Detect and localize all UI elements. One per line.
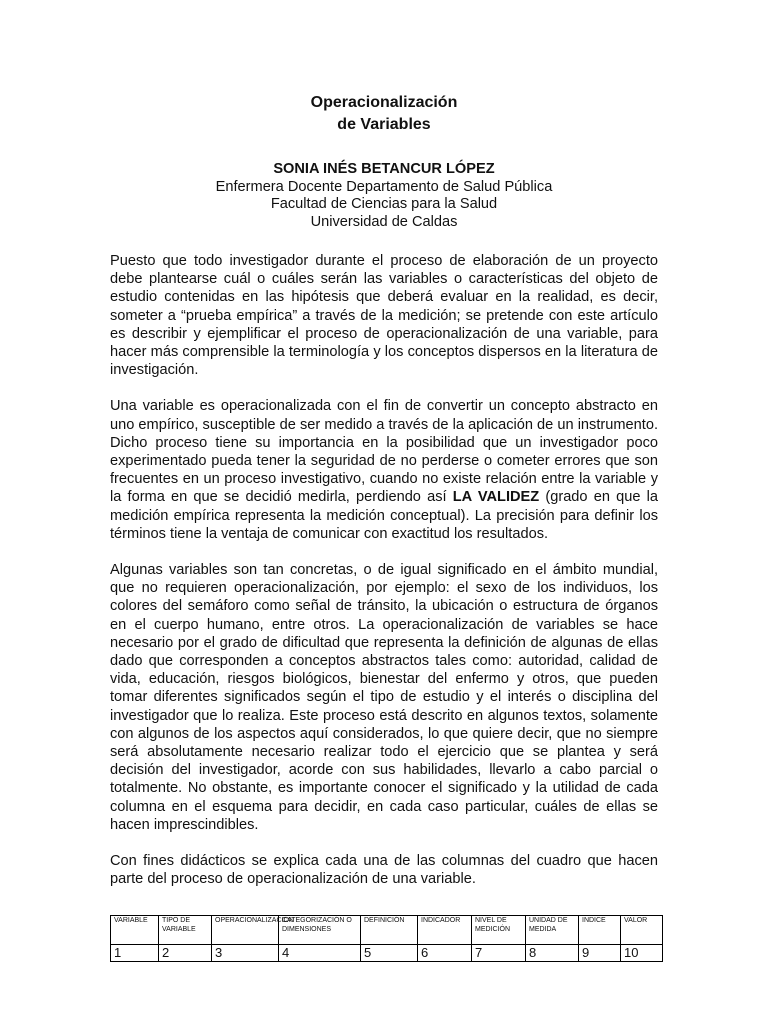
title-line-2: de Variables <box>337 116 431 133</box>
table-header-cell: VALOR <box>621 916 663 945</box>
table-cell: 6 <box>418 945 472 962</box>
author-block <box>110 161 658 231</box>
table-cell: 7 <box>472 945 526 962</box>
table-cell: 1 <box>111 945 159 962</box>
paragraph-text: Una variable es operacionalizada con el fin de convertir un concepto abstracto en uno empírico, susceptible de ser medido a través de la aplicación de un instrumento. Dicho proceso tiene su importancia en la posibilidad que un investigador poco experimentado pueda tener la seguridad de no perderse o cometer errores que son frecuentes en un proceso investigativo, cuando no existe relación entre la variable y la forma en que se decidió medirla, perdiendo así <box>110 398 658 506</box>
author-name: SONIA INÉS BETANCUR LÓPEZ <box>273 161 495 177</box>
table-cell: 2 <box>159 945 212 962</box>
table-header-cell: CATEGORIZACIÓN O DIMENSIONES <box>279 916 361 945</box>
table-header-cell: TIPO DE VARIABLE <box>159 916 212 945</box>
affiliation-line: Universidad de Caldas <box>310 213 458 230</box>
table-cell: 10 <box>621 945 663 962</box>
title-line-1: Operacionalización <box>310 94 458 111</box>
paragraph-intro: Puesto que todo investigador durante el proceso de elaboración de un proyecto debe plantearse cuál o cuáles serán las variables o características del objeto de estudio contenidas en las hipótesis que deberá evaluar en la realidad, es decir, someter a “prueba empírica” a través de la medición; se pretende con este artículo es describir y ejemplificar el proceso de operacionalización de una variable, para hacer más comprensible la terminología y los conceptos dispersos en la literatura de investigación. <box>110 253 658 379</box>
paragraph-concrete-variables: Algunas variables son tan concretas, o de igual significado en el ámbito mundial, que no requieren operacionalización, por ejemplo: el sexo de los individuos, los colores del semáforo como señal de tránsito, la ubicación o estructura de órganos en el cuerpo humano, entre otros. La operacionalización de variables se hace necesario por el grado de dificultad que representa la definición de algunas de ellas dado que corresponden a conceptos abstractos tales como: autoridad, calidad de vida, educación, riesgos biológicos, bienestar del enfermo y otros, que pueden tomar diferentes significados según el tipo de estudio y el interés o disciplina del investigador que lo realiza. Este proceso está descrito en algunos textos, solamente con algunos de los aspectos aquí considerados, lo que quiere decir, que no siempre será absolutamente necesario realizar todo el ejercicio que se plantea y será decisión del investigador, acorde con sus habilidades, llevarlo a cabo parcial o totalmente. No obstante, es importante conocer el significado y la utilidad de cada columna en el esquema para decidir, en cada caso particular, cuáles de ellas se hacen imprescindibles. <box>110 562 658 833</box>
table-cell: 3 <box>212 945 279 962</box>
document-title <box>110 92 658 136</box>
bold-term-validity: LA VALIDEZ <box>452 489 540 506</box>
table-header-cell: INDICADOR <box>418 916 472 945</box>
table-cell: 9 <box>579 945 621 962</box>
table-cell: 8 <box>526 945 579 962</box>
operationalization-table <box>110 915 663 962</box>
table-header-cell: OPERACIONALIZACIÓN <box>212 916 279 945</box>
table-header-cell: INDICE <box>579 916 621 945</box>
paragraph-operationalization <box>110 397 658 543</box>
document-page <box>110 92 659 960</box>
table-header-cell: NIVEL DE MEDICIÓN <box>472 916 526 945</box>
table-cell: 5 <box>361 945 418 962</box>
table-row <box>111 945 663 962</box>
paragraph-columns-intro: Con fines didácticos se explica cada una de las columnas del cuadro que hacen parte del proceso de operacionalización de una variable. <box>110 853 658 888</box>
table-header-cell: VARIABLE <box>111 916 159 945</box>
table-header-row <box>111 916 663 945</box>
table-cell: 4 <box>279 945 361 962</box>
affiliation-line: Facultad de Ciencias para la Salud <box>270 196 498 212</box>
affiliation-line: Enfermera Docente Departamento de Salud Pública <box>215 178 553 195</box>
table-header-cell: DEFINICIÓN <box>361 916 418 945</box>
paragraph-text: (grado en que la medición empírica representa la medición conceptual). La precisión para definir los términos tiene la ventaja de comunicar con exactitud los resultados. <box>110 489 659 542</box>
table-header-cell: UNIDAD DE MEDIDA <box>526 916 579 945</box>
